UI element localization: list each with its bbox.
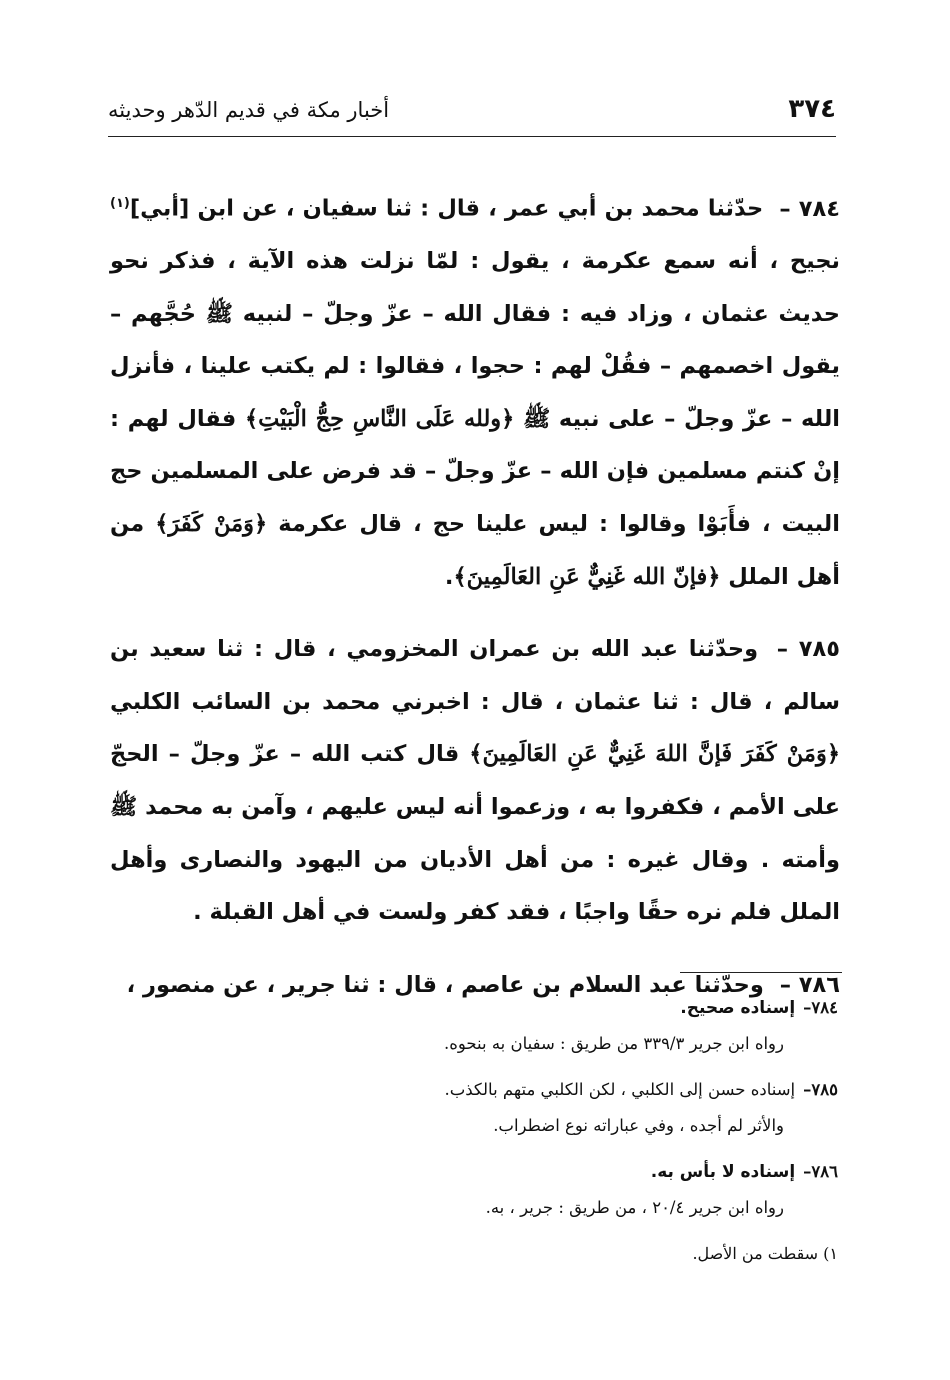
paragraph-text: وحدّثنا عبد السلام بن عاصم ، قال : ثنا جرير ، عن منصور ، (126, 971, 764, 998)
notes-section (110, 990, 838, 1272)
main-text (110, 178, 840, 1031)
note-text: رواه ابن جرير ٢٠/٤ ، من طريق : جرير ، به. (485, 1198, 784, 1217)
paragraph-text: فقال لهم : إنْ كنتم مسلمين فإن الله – عزّ وجلّ – قد فرض على المسلمين حج البيت ، فأَبَوْا وقالوا : ليس علينا حج ، قال عكرمة (110, 405, 840, 538)
paragraph-785 (110, 623, 840, 939)
paragraph-text: من أهل الملل (110, 511, 840, 590)
note-786 (110, 1154, 838, 1226)
note-text: رواه ابن جرير ٣٣٩/٣ من طريق : سفيان به بنحوه. (443, 1034, 784, 1053)
paragraph-text: نجيح ، أنه سمع عكرمة ، يقول : لمّا نزلت هذه الآية ، فذكر نحو حديث عثمان ، وزاد فيه : فقال الله – عزّ وجلّ – لنبيه ﷺ حُجَّهم – يقول اخصمهم – فقُلْ لهم : حجوا ، فقالوا : لم يكتب علينا ، فأنزل الله – عزّ وجلّ – على نبيه ﷺ (110, 248, 840, 432)
footnote: ١) سقطت من الأصل. (692, 1244, 838, 1263)
paragraph-number: ٧٨٦ – (779, 971, 840, 998)
note-grading: إسناده صحيح. (680, 998, 796, 1018)
quran-verse: ﴿فإنّ الله غَنِيٌّ عَنِ العَالَمِينَ﴾ (453, 563, 721, 590)
note-number: ٧٨٥– (803, 1080, 838, 1099)
note-text: والأثر لم أجده ، وفي عباراته نوع اضطراب. (493, 1116, 784, 1135)
paragraph-text: قال كتب الله – عزّ وجلّ – الحجّ على الأمم ، فكفروا به ، وزعموا أنه ليس عليهم ، وآمن به محمد ﷺ وأمته . وقال غيره : من أهل الأديان من اليهود والنصارى وأهل الملل فلم نره حقًا واجبًا ، فقد كفر ولست في أهل القبلة . (110, 741, 840, 926)
note-grading: إسناده حسن إلى الكلبي ، لكن الكلبي متهم بالكذب. (444, 1080, 796, 1099)
page-header (108, 92, 836, 137)
running-title: أخبار مكة في قديم الدّهر وحديثه (108, 98, 390, 122)
quran-verse: ﴿ولله عَلَى النَّاسِ حِجُّ الْبَيْتِ﴾ (244, 405, 515, 432)
note-785 (110, 1072, 838, 1144)
paragraph-text: . (444, 563, 454, 590)
note-grading: إسناده لا بأس به. (650, 1162, 796, 1182)
note-number: ٧٨٦– (803, 1162, 838, 1181)
footnote-reference: (١) (110, 196, 130, 211)
paragraph-number: ٧٨٥ – (776, 636, 840, 663)
quran-verse: ﴿وَمَنْ كَفَرَ فَإنَّ اللهَ غَنِيٌّ عَنِ العَالَمِينَ﴾ (469, 741, 840, 768)
paragraph-number: ٧٨٤ – (779, 195, 840, 222)
note-784 (110, 990, 838, 1062)
paragraph-text: حدّثنا محمد بن أبي عمر ، قال : ثنا سفيان ، عن ابن [أبي] (129, 195, 764, 222)
paragraph-text: وحدّثنا عبد الله بن عمران المخزومي ، قال : ثنا سعيد بن سالم ، قال : ثنا عثمان ، قال : اخبرني محمد بن السائب الكلبي (110, 636, 840, 715)
note-number: ٧٨٤– (803, 998, 838, 1017)
footnote-separator (680, 972, 842, 973)
page-number: ٣٧٤ (788, 94, 836, 124)
paragraph-784 (110, 178, 840, 603)
quran-verse: ﴿وَمَنْ كَفَرَ﴾ (155, 511, 268, 538)
